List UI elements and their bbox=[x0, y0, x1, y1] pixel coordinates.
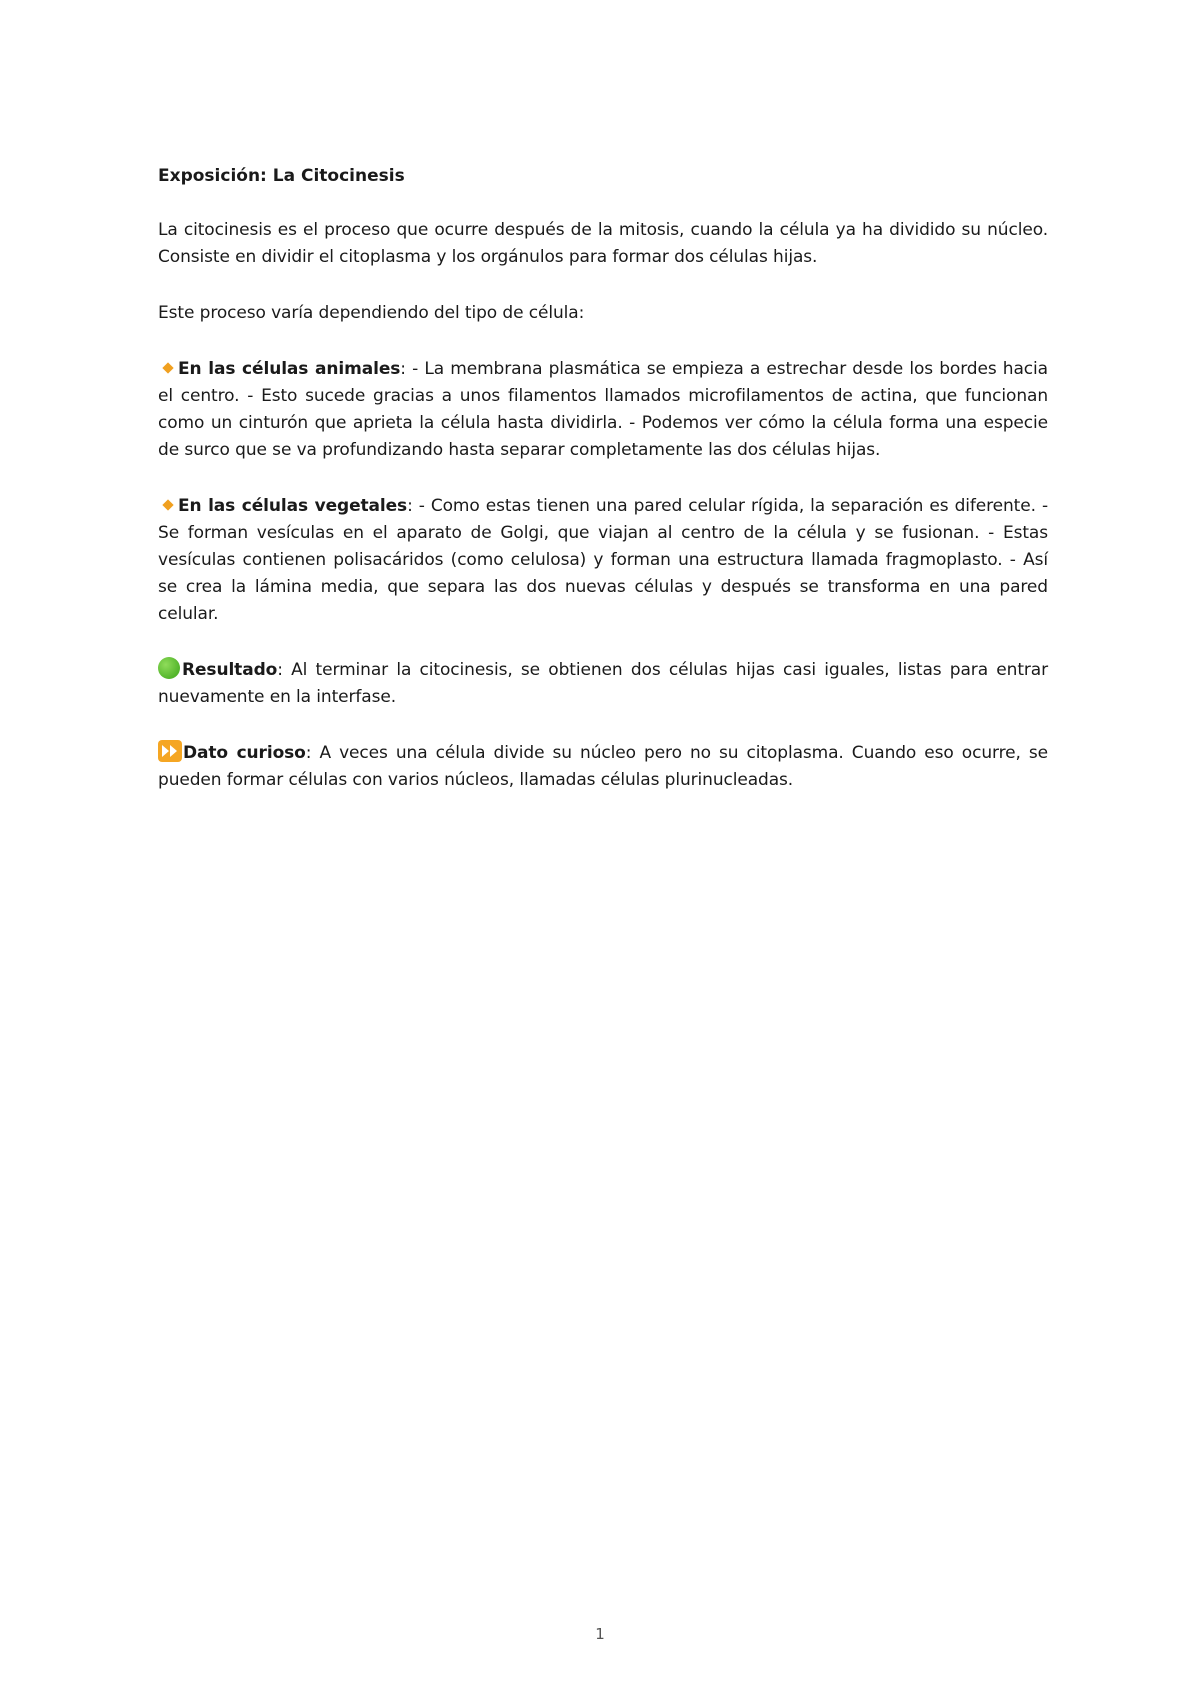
result-paragraph bbox=[158, 657, 1048, 711]
animal-cells-heading: En las células animales bbox=[178, 359, 401, 379]
orange-diamond-icon bbox=[162, 499, 173, 510]
orange-diamond-icon bbox=[162, 362, 173, 373]
document-body bbox=[158, 163, 1048, 823]
result-text: : Al terminar la citocinesis, se obtienen dos células hijas casi iguales, listas para entrar nuevamente en la interfase. bbox=[158, 660, 1048, 707]
green-circle-icon bbox=[158, 657, 180, 679]
plant-cells-text: : - Como estas tienen una pared celular rígida, la separación es diferente. - Se forman vesículas en el aparato de Golgi, que viajan al centro de la célula y se fusionan. - Estas vesículas contienen polisacáridos (como celulosa) y forman una estructura llamada fragmoplasto. - Así se crea la lámina media, que separa las dos nuevas células y después se transforma en una pared celular. bbox=[158, 496, 1048, 624]
plant-cells-paragraph bbox=[158, 493, 1048, 628]
fast-forward-icon bbox=[158, 740, 182, 762]
page-number: 1 bbox=[595, 1625, 605, 1643]
fun-fact-heading: Dato curioso bbox=[183, 743, 306, 763]
document-title: Exposición: La Citocinesis bbox=[158, 166, 405, 186]
result-heading: Resultado bbox=[182, 660, 278, 680]
fun-fact-text: : A veces una célula divide su núcleo pero no su citoplasma. Cuando eso ocurre, se pueden formar células con varios núcleos, llamadas células plurinucleadas. bbox=[158, 743, 1048, 790]
fun-fact-paragraph bbox=[158, 740, 1048, 794]
plant-cells-heading: En las células vegetales bbox=[178, 496, 408, 516]
animal-cells-paragraph bbox=[158, 356, 1048, 464]
variation-paragraph: Este proceso varía dependiendo del tipo de célula: bbox=[158, 303, 585, 323]
intro-paragraph: La citocinesis es el proceso que ocurre después de la mitosis, cuando la célula ya ha dividido su núcleo. Consiste en dividir el citoplasma y los orgánulos para formar dos células hijas. bbox=[158, 220, 1048, 267]
animal-cells-text: : - La membrana plasmática se empieza a estrechar desde los bordes hacia el centro. - Esto sucede gracias a unos filamentos llamados microfilamentos de actina, que funcionan como un cinturón que aprieta la célula hasta dividirla. - Podemos ver cómo la célula forma una especie de surco que se va profundizando hasta separar completamente las dos células hijas. bbox=[158, 359, 1048, 460]
